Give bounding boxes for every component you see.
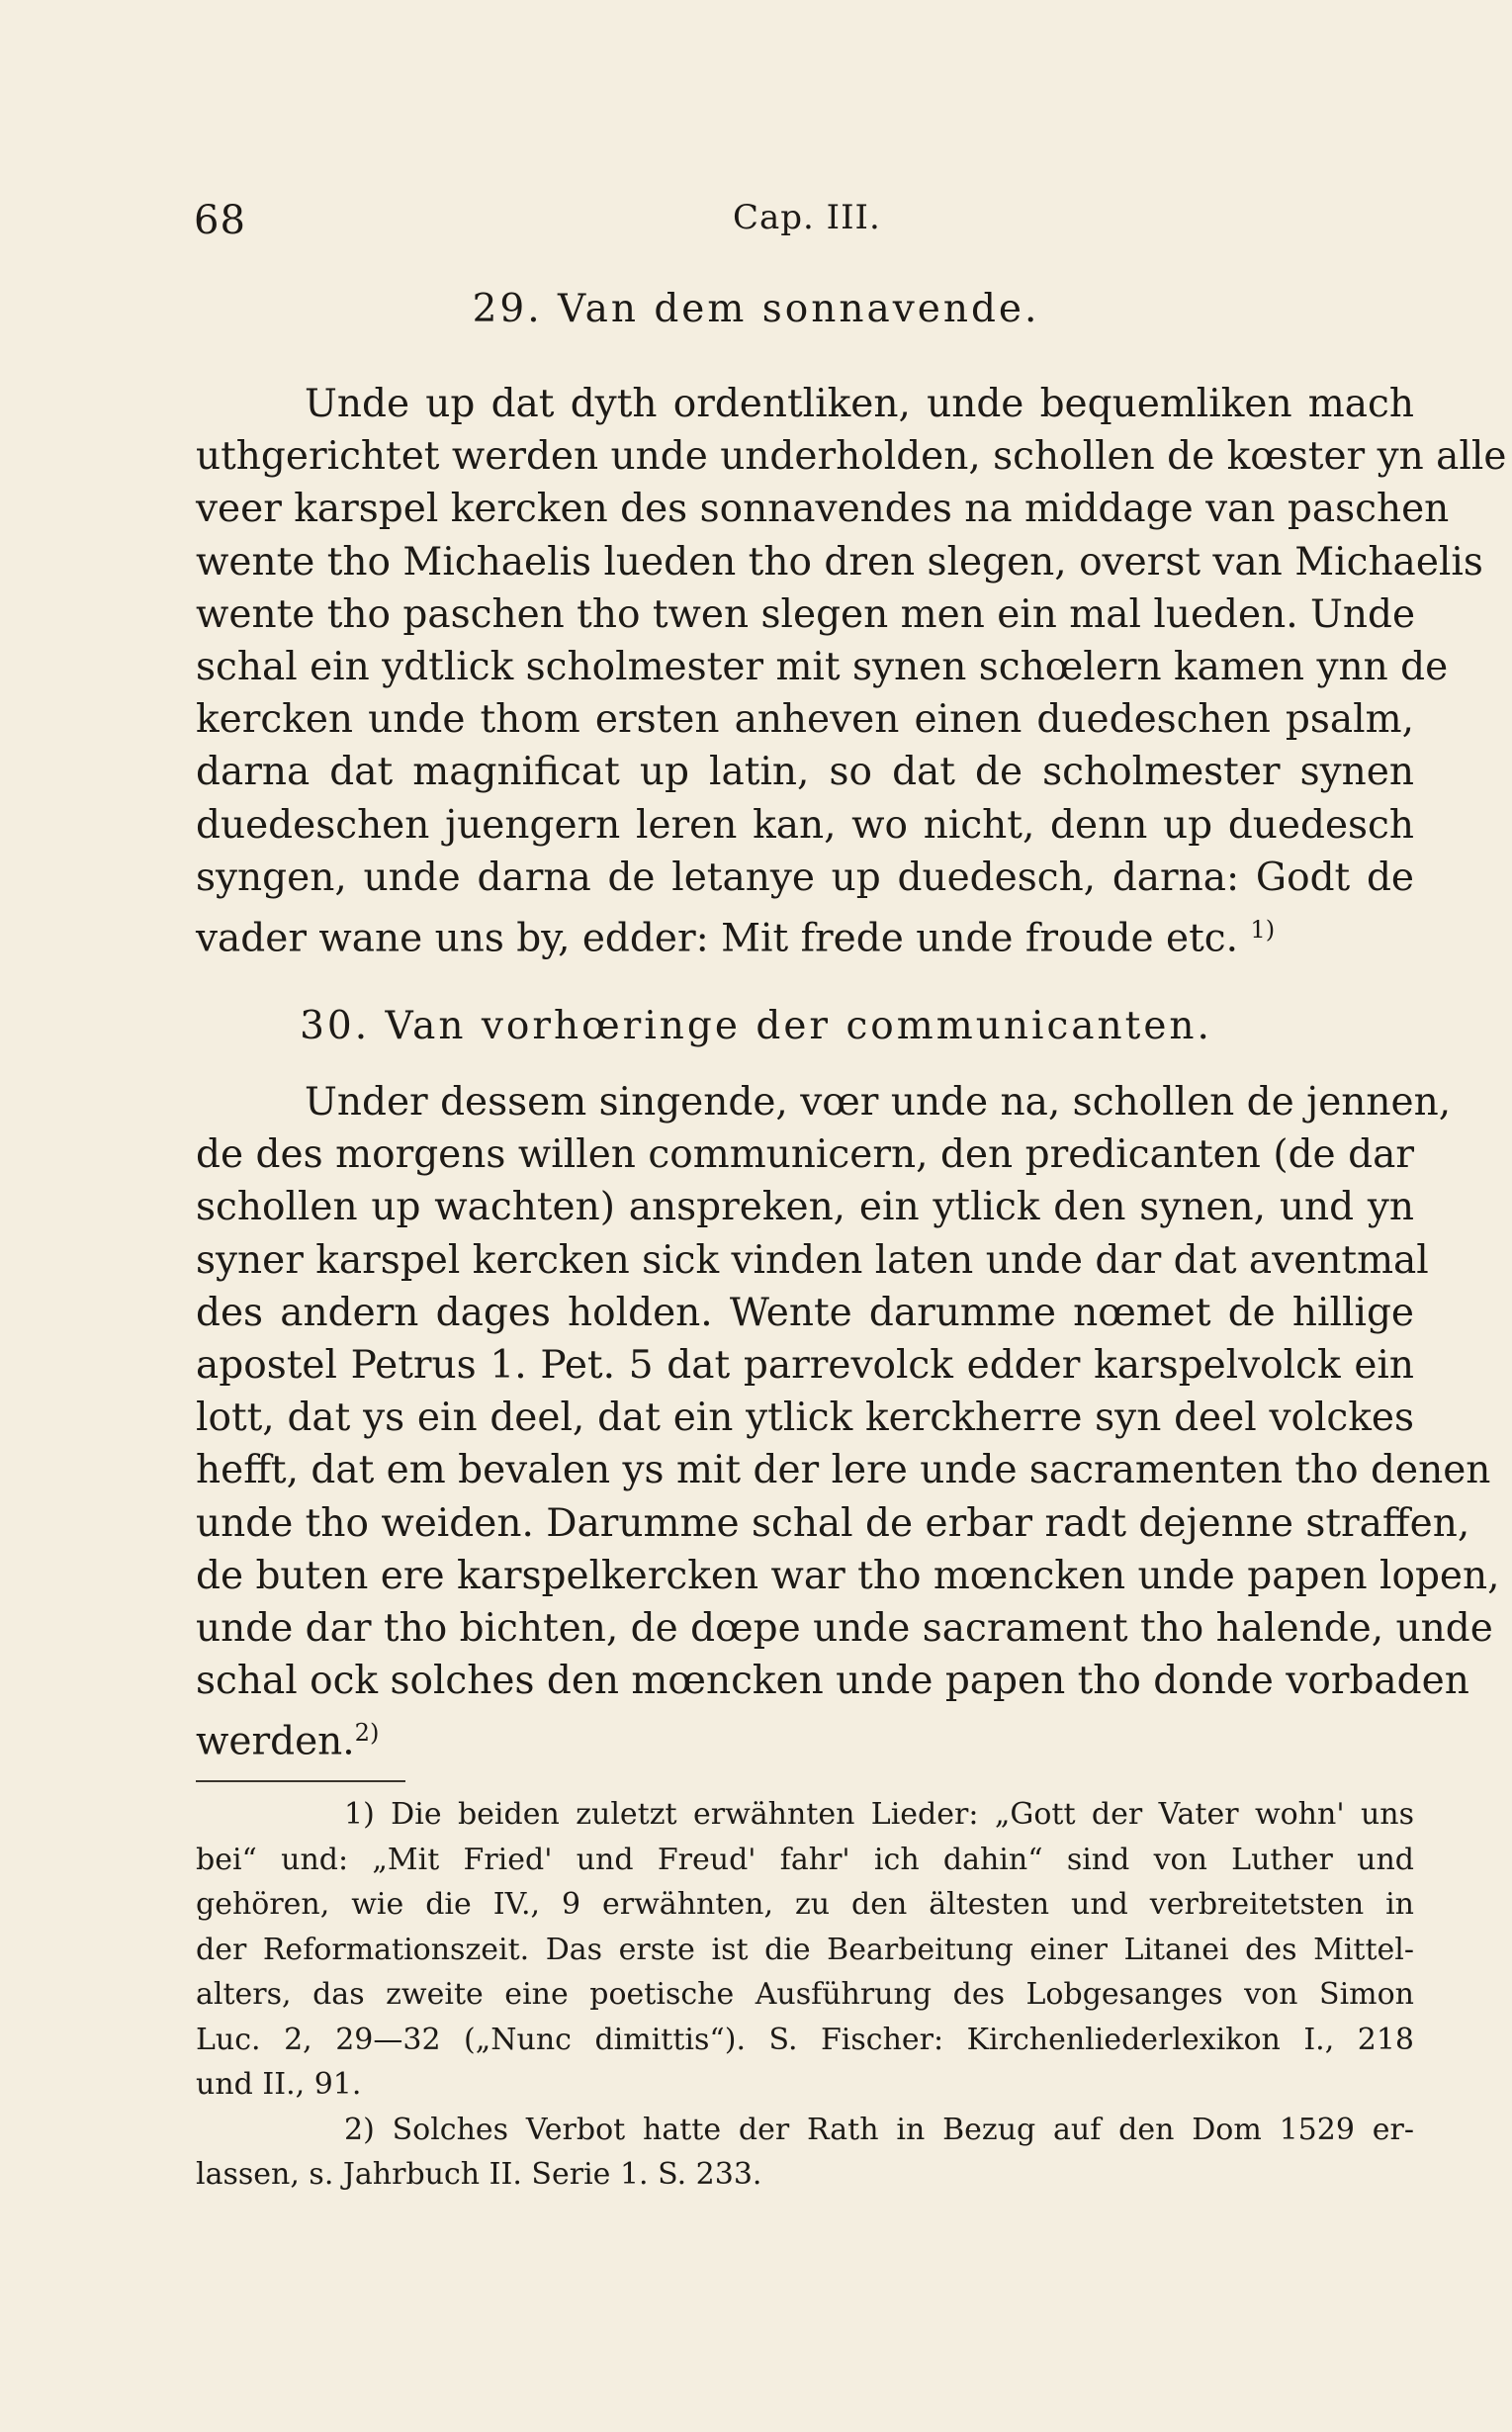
- footnote-marker-2: 2): [354, 1719, 380, 1748]
- page-number: 68: [194, 198, 246, 243]
- text-line: lott, dat ys ein deel, dat ein ytlick kerckherre syn deel volckes: [196, 1396, 1414, 1441]
- footnote-line: der Reformationszeit. Das erste ist die Bearbeitung einer Litanei des Mittel-: [196, 1932, 1414, 1967]
- footnote-marker-1: 1): [1250, 915, 1276, 944]
- section-title-30: 30. Van vorhœringe der communicanten.: [300, 1004, 1212, 1048]
- text-line: darna dat magnificat up latin, so dat de scholmester synen: [196, 750, 1414, 795]
- text-line-last: [196, 904, 1414, 961]
- text-line: schal ein ydtlick scholmester mit synen schœlern kamen ynn de: [196, 644, 1449, 689]
- text-line: de des morgens willen communicern, den predicanten (de dar: [196, 1132, 1414, 1178]
- text-line: des andern dages holden. Wente darumme nœmet de hillige: [196, 1290, 1414, 1335]
- footnote-line: Luc. 2, 29—32 („Nunc dimittis“). S. Fischer: Kirchenliederlexikon I., 218: [196, 2022, 1414, 2057]
- footnote-line: gehören, wie die IV., 9 erwähnten, zu den ältesten und verbreitetsten in: [196, 1887, 1414, 1922]
- text-line-last: [196, 1707, 1414, 1764]
- section-title-29: 29. Van dem sonnavende.: [472, 287, 1040, 331]
- footnote-line: bei“ und: „Mit Fried' und Freud' fahr' ich dahin“ sind von Luther und: [196, 1842, 1414, 1877]
- text-line: kercken unde thom ersten anheven einen duedeschen psalm,: [196, 697, 1414, 743]
- text-line: syner karspel kercken sick vinden laten unde dar dat aventmal: [196, 1237, 1429, 1283]
- footnote-line: 2) Solches Verbot hatte der Rath in Bezug auf den Dom 1529 er-: [344, 2112, 1414, 2147]
- text-line: schal ock solches den mœncken unde papen tho donde vorbaden: [196, 1659, 1469, 1704]
- footnote-line: 1) Die beiden zuletzt erwähnten Lieder: „Gott der Vater wohn' uns: [344, 1797, 1414, 1832]
- text-line: duedeschen juengern leren kan, wo nicht, denn up duedesch: [196, 802, 1414, 848]
- text-line: Unde up dat dyth ordentliken, unde bequemliken mach: [305, 382, 1414, 426]
- text-line: veer karspel kercken des sonnavendes na middage van paschen: [196, 487, 1450, 532]
- text-line: apostel Petrus 1. Pet. 5 dat parrevolck edder karspelvolck ein: [196, 1342, 1414, 1388]
- footnote-line: und II., 91.: [196, 2067, 362, 2102]
- running-head: Cap. III.: [733, 198, 881, 237]
- text-line: hefft, dat em bevalen ys mit der lere unde sacramenten tho denen: [196, 1448, 1491, 1493]
- section-body-29: [196, 378, 1507, 961]
- text-line: schollen up wachten) anspreken, ein ytlick den synen, und yn: [196, 1185, 1414, 1230]
- text-line-content: vader wane uns by, edder: Mit frede unde froude etc.: [196, 916, 1238, 961]
- text-line: wente tho paschen tho twen slegen men ein mal lueden. Unde: [196, 591, 1416, 637]
- text-line-content: werden.: [196, 1719, 355, 1764]
- text-line: uthgerichtet werden unde underholden, schollen de kœster yn alle: [196, 434, 1507, 480]
- page-header: [194, 198, 1415, 257]
- footnote-line: alters, das zweite eine poetische Ausführung des Lobgesanges von Simon: [196, 1977, 1414, 2012]
- text-line: de buten ere karspelkercken war tho mœncken unde papen lopen,: [196, 1553, 1500, 1598]
- text-line: Under dessem singende, vœr unde na, schollen de jennen,: [305, 1080, 1452, 1125]
- footnote-rule: [196, 1780, 405, 1782]
- text-line: unde tho weiden. Darumme schal de erbar radt dejenne straffen,: [196, 1500, 1470, 1546]
- section-body-30: [196, 1076, 1500, 1764]
- footnotes: [196, 1792, 1414, 2198]
- text-line: syngen, unde darna de letanye up duedesch, darna: Godt de: [196, 855, 1414, 900]
- text-line: wente tho Michaelis lueden tho dren slegen, overst van Michaelis: [196, 539, 1483, 585]
- text-line: unde dar tho bichten, de dœpe unde sacrament tho halende, unde: [196, 1605, 1493, 1651]
- footnote-line: lassen, s. Jahrbuch II. Serie 1. S. 233.: [196, 2157, 762, 2192]
